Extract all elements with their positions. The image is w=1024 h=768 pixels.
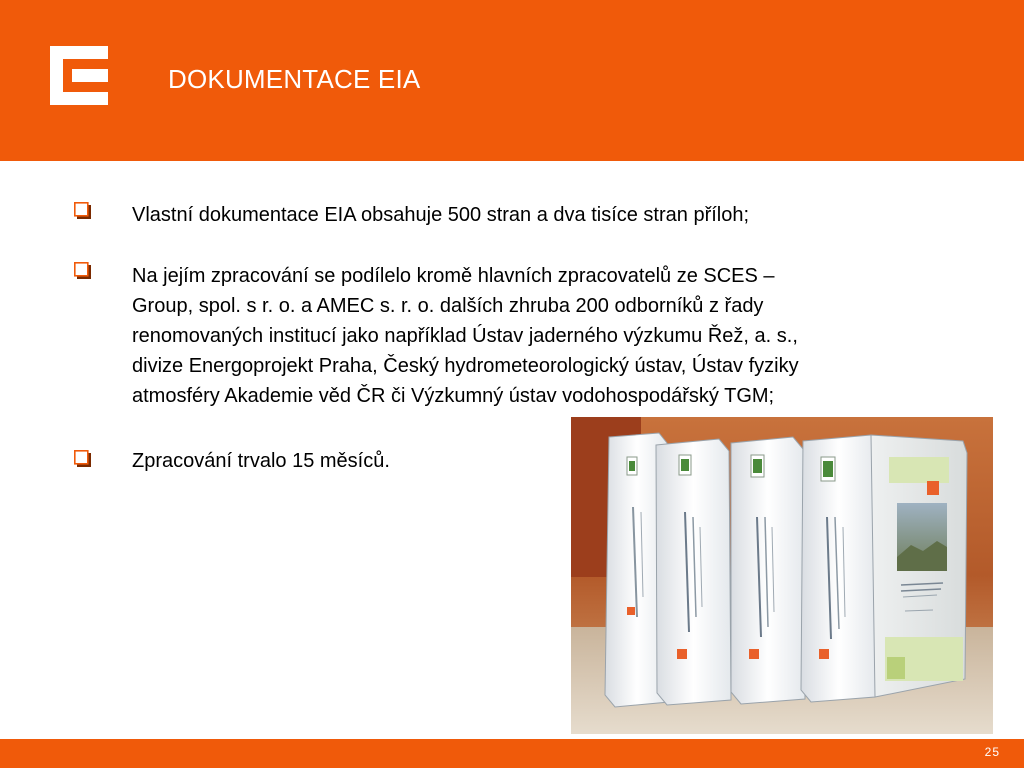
checkbox-square-icon — [74, 262, 92, 280]
bullet-2-line-5: atmosféry Akademie věd ČR či Výzkumný ústav vodohospodářský TGM; — [132, 385, 775, 407]
binders-photo — [571, 417, 993, 734]
page-title: DOKUMENTACE EIA — [168, 64, 421, 94]
bullet-text-2 — [132, 261, 932, 411]
checkbox-square-icon — [74, 202, 92, 220]
page-number: 25 — [984, 745, 1000, 759]
bullet-2-line-4: divize Energoprojekt Praha, Český hydrometeorologický ústav, Ústav fyziky — [132, 355, 799, 377]
header-bar — [0, 0, 1024, 161]
footer-bar — [0, 739, 1024, 768]
bullet-2-line-3: renomovaných institucí jako například Ústav jaderného výzkumu Řež, a. s., — [132, 325, 798, 347]
bullet-text-3: Zpracování trvalo 15 měsíců. — [132, 450, 390, 472]
bullet-2-line-2: Group, spol. s r. o. a AMEC s. r. o. dalších zhruba 200 odborníků z řady — [132, 295, 764, 317]
checkbox-square-icon — [74, 450, 92, 468]
cez-logo-icon — [50, 46, 108, 105]
bullet-text-1: Vlastní dokumentace EIA obsahuje 500 stran a dva tisíce stran příloh; — [132, 204, 750, 226]
bullet-2-line-1: Na jejím zpracování se podílelo kromě hlavních zpracovatelů ze SCES – — [132, 265, 775, 287]
